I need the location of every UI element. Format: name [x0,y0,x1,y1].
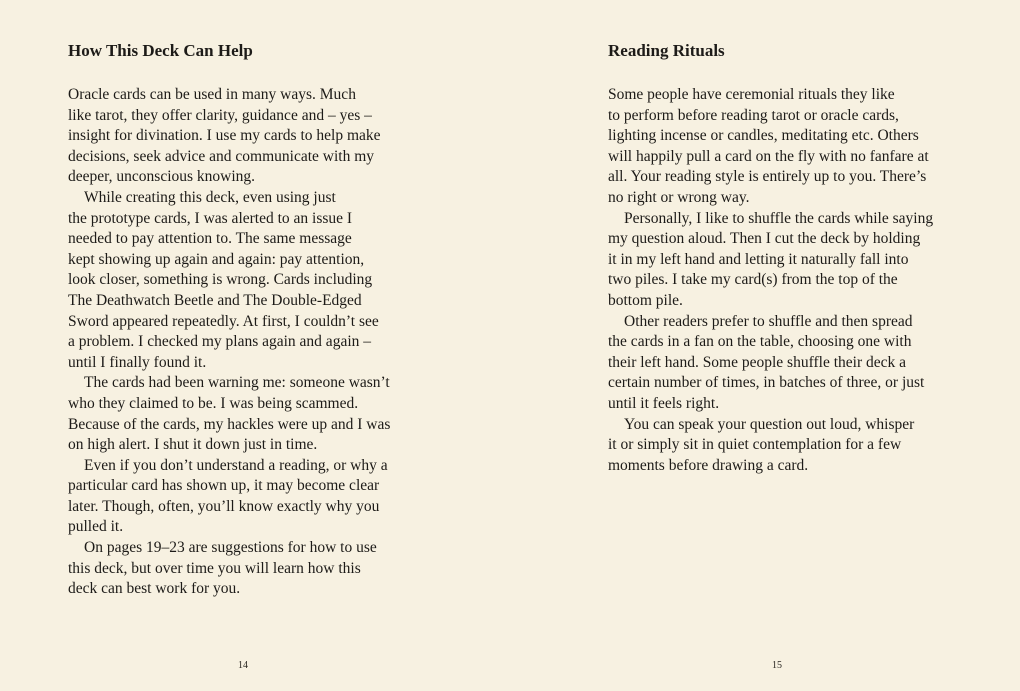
text-line: until I finally found it. [68,353,207,371]
left-page [68,0,413,691]
right-page [608,0,958,691]
text-line: Personally, I like to shuffle the cards while saying [624,209,934,227]
text-line: later. Though, often, you’ll know exactly why you [68,497,380,515]
right-page-body [608,85,958,476]
text-line: insight for divination. I use my cards to help make [68,127,381,145]
text-line: on high alert. I shut it down just in time. [68,436,318,454]
left-page-heading: How This Deck Can Help [68,41,253,60]
text-line: deck can best work for you. [68,580,241,598]
text-line: The Deathwatch Beetle and The Double-Edged [68,291,362,309]
text-line: no right or wrong way. [608,188,750,206]
text-line: it in my left hand and letting it naturally fall into [608,250,909,268]
text-line: all. Your reading style is entirely up to you. There’s [608,168,927,186]
text-line: certain number of times, in batches of three, or just [608,374,925,392]
text-line: bottom pile. [608,291,683,309]
text-line: this deck, but over time you will learn how this [68,559,361,577]
text-line: deeper, unconscious knowing. [68,168,256,186]
text-line: Because of the cards, my hackles were up and I was [68,415,391,433]
text-line: will happily pull a card on the fly with no fanfare at [608,147,929,165]
text-line: The cards had been warning me: someone wasn’t [84,374,390,392]
text-line: Some people have ceremonial rituals they like [608,86,895,103]
text-line: look closer, something is wrong. Cards including [68,271,373,289]
left-page-body [68,85,413,600]
text-line: On pages 19–23 are suggestions for how to use [84,539,377,557]
text-line: kept showing up again and again: pay attention, [68,250,365,268]
text-line: Even if you don’t understand a reading, or why a [84,456,388,474]
text-line: lighting incense or candles, meditating etc. Others [608,127,919,145]
left-page-number: 14 [238,660,248,671]
right-page-number: 15 [772,660,782,671]
text-line: While creating this deck, even using just [84,188,336,206]
text-line: a problem. I checked my plans again and again – [68,333,371,351]
text-line: Oracle cards can be used in many ways. Much [68,86,356,103]
text-line: You can speak your question out loud, whisper [624,415,915,433]
text-line: decisions, seek advice and communicate with my [68,147,375,165]
text-line: two piles. I take my card(s) from the top of the [608,271,898,289]
text-line: Sword appeared repeatedly. At first, I couldn’t see [68,312,379,330]
text-line: it or simply sit in quiet contemplation for a few [608,436,902,454]
text-line: Other readers prefer to shuffle and then spread [624,312,913,330]
text-line: who they claimed to be. I was being scammed. [68,394,359,412]
text-line: their left hand. Some people shuffle their deck a [608,353,906,371]
text-line: pulled it. [68,518,124,536]
text-line: until it feels right. [608,394,720,412]
text-line: moments before drawing a card. [608,456,809,474]
text-line: my question aloud. Then I cut the deck by holding [608,230,921,248]
text-line: needed to pay attention to. The same message [68,230,352,248]
text-line: particular card has shown up, it may become clear [68,477,380,495]
text-line: to perform before reading tarot or oracle cards, [608,106,899,124]
text-line: the prototype cards, I was alerted to an issue I [68,209,353,227]
text-line: the cards in a fan on the table, choosing one with [608,333,912,351]
right-page-heading: Reading Rituals [608,41,725,60]
text-line: like tarot, they offer clarity, guidance and – yes – [68,106,372,124]
